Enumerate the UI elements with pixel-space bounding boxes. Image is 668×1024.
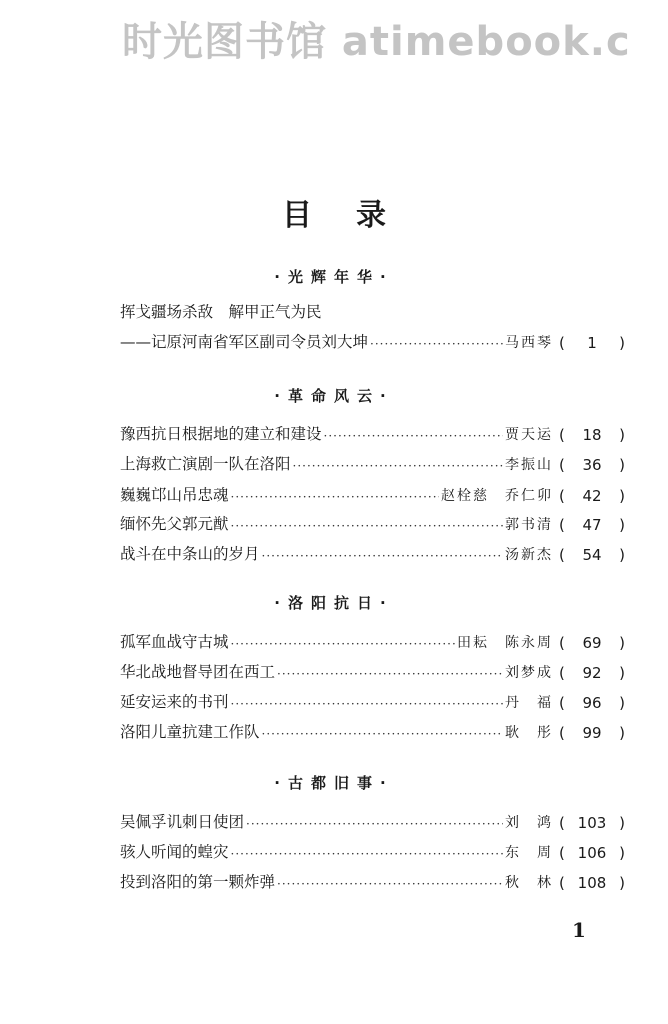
section-title: ·光辉年华· [274, 268, 394, 286]
entry-title: ——记原河南省军区副司令员刘大坤 [120, 333, 369, 351]
entry-author: 东 周 [505, 845, 553, 861]
entry-page: ( 99 ) [559, 724, 625, 742]
entry-page: ( 1 ) [559, 334, 625, 352]
entry-title: 骇人听闻的蝗灾 [120, 843, 229, 861]
leader-dots [231, 846, 503, 862]
leader-dots [277, 876, 503, 892]
entry-page: ( 103 ) [559, 814, 625, 832]
entry-title: 战斗在中条山的岁月 [120, 545, 260, 563]
toc-entry[interactable] [120, 420, 625, 444]
entry-title: 延安运来的书刊 [120, 693, 229, 711]
watermark: 时光图书馆 atimebook.c [122, 19, 631, 65]
entry-author: 秋 林 [505, 875, 553, 891]
entry-page: ( 54 ) [559, 546, 625, 564]
leader-dots [231, 489, 439, 505]
toc-entry[interactable] [120, 628, 625, 652]
entry-page: ( 96 ) [559, 694, 625, 712]
toc-entry[interactable] [120, 450, 625, 474]
toc-entry[interactable] [120, 838, 625, 862]
entry-title: 巍巍邙山吊忠魂 [120, 486, 229, 504]
toc-entry[interactable] [120, 481, 625, 505]
toc-entry[interactable] [120, 328, 625, 352]
entry-author: 马西琴 [505, 335, 553, 351]
toc-entry[interactable] [120, 868, 625, 892]
entry-page: ( 108 ) [559, 874, 625, 892]
page-title: 目录 [282, 198, 430, 233]
toc-entry[interactable] [120, 688, 625, 712]
leader-dots [370, 336, 503, 352]
entry-page: ( 18 ) [559, 426, 625, 444]
leader-dots [262, 548, 503, 564]
entry-page: ( 92 ) [559, 664, 625, 682]
entry-author: 汤新杰 [505, 547, 553, 563]
entry-author: 丹 福 [505, 695, 553, 711]
entry-author: 郭书清 [505, 517, 553, 533]
entry-title: 投到洛阳的第一颗炸弹 [120, 873, 276, 891]
leader-dots [262, 726, 503, 742]
leader-dots [231, 696, 503, 712]
leader-dots [293, 458, 503, 474]
toc-entry[interactable] [120, 808, 625, 832]
toc-entry[interactable] [120, 510, 625, 534]
entry-title: 孤军血战守古城 [120, 633, 229, 651]
section-title: ·洛阳抗日· [274, 594, 394, 612]
entry-title: 华北战地督导团在西工 [120, 663, 276, 681]
entry-author: 田耘 陈永周 [457, 635, 553, 651]
leader-dots [324, 428, 503, 444]
entry-page: ( 106 ) [559, 844, 625, 862]
entry-page: ( 42 ) [559, 487, 625, 505]
leader-dots [231, 636, 455, 652]
entry-page: ( 69 ) [559, 634, 625, 652]
entry-author: 耿 彤 [505, 725, 553, 741]
entry-author: 贾天运 [505, 427, 553, 443]
entry-title-line: 挥戈疆场杀敌 解甲正气为民 [120, 303, 322, 321]
entry-title: 豫西抗日根据地的建立和建设 [120, 425, 322, 443]
entry-author: 李振山 [505, 457, 553, 473]
entry-title: 吴佩孚讥刺日使团 [120, 813, 245, 831]
page-number: 1 [572, 918, 586, 942]
entry-author: 刘梦成 [505, 665, 553, 681]
entry-author: 刘 鸿 [505, 815, 553, 831]
toc-entry[interactable] [120, 718, 625, 742]
leader-dots [231, 518, 503, 534]
entry-title: 洛阳儿童抗建工作队 [120, 723, 260, 741]
toc-entry[interactable] [120, 540, 625, 564]
entry-title: 缅怀先父郭元猷 [120, 515, 229, 533]
entry-author: 赵栓慈 乔仁卯 [441, 488, 553, 504]
toc-entry[interactable] [120, 658, 625, 682]
entry-title: 上海救亡演剧一队在洛阳 [120, 455, 291, 473]
section-title: ·古都旧事· [274, 774, 394, 792]
entry-page: ( 36 ) [559, 456, 625, 474]
section-title: ·革命风云· [274, 387, 394, 405]
entry-page: ( 47 ) [559, 516, 625, 534]
leader-dots [246, 816, 503, 832]
leader-dots [277, 666, 503, 682]
